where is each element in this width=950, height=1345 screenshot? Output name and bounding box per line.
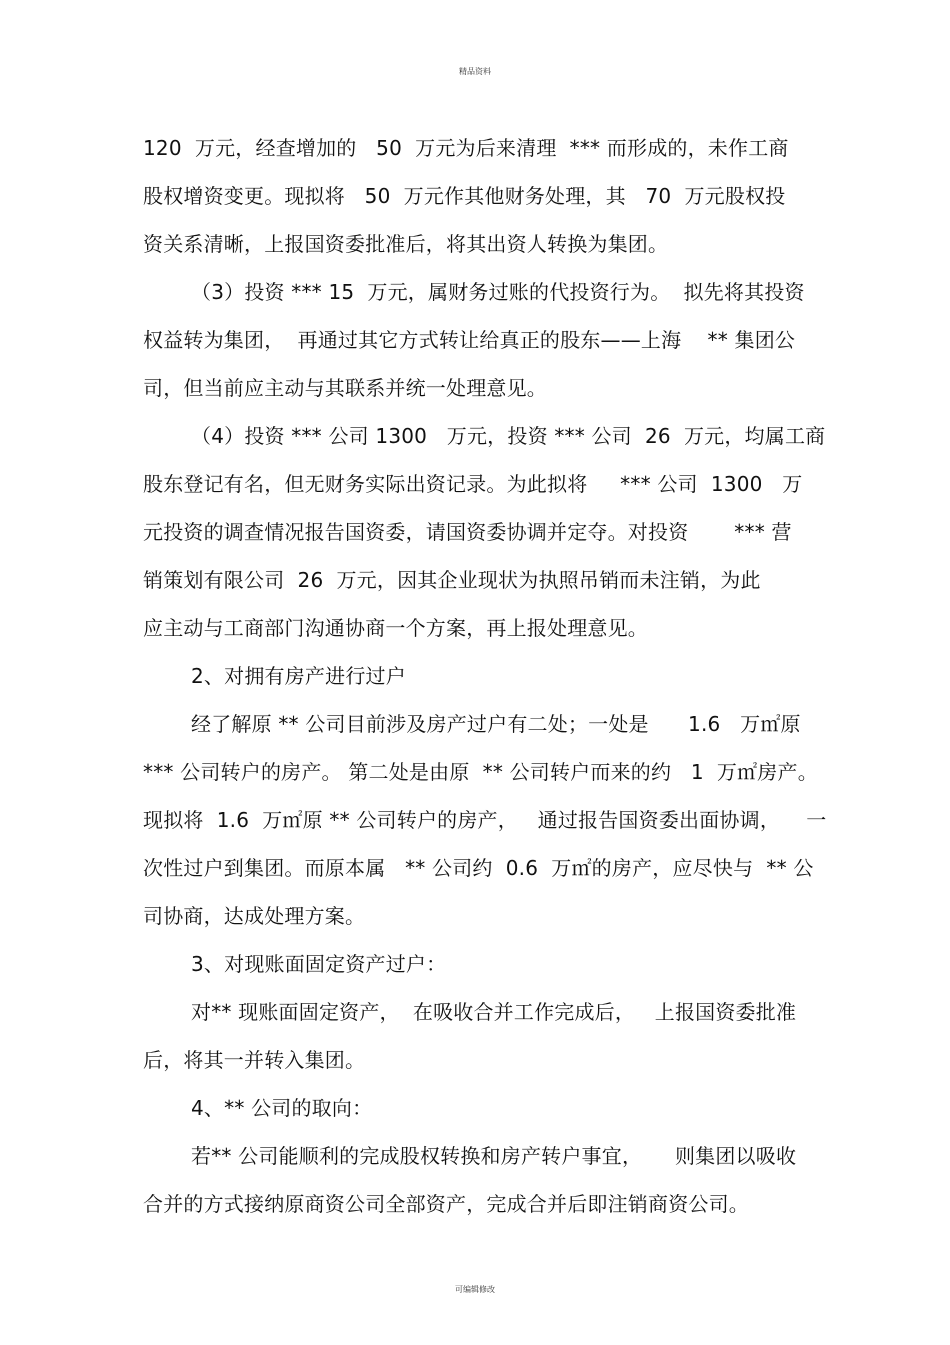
text-line: 对** 现账面固定资产， 在吸收合并工作完成后， 上报国资委批准 — [191, 1000, 797, 1024]
text-line: 120 万元，经查增加的 50 万元为后来清理 *** 而形成的，未作工商 — [143, 136, 789, 160]
text-line: 元投资的调查情况报告国资委，请国资委协调并定夺。对投资 *** 营 — [143, 520, 792, 544]
section-heading: 2、对拥有房产进行过户 — [191, 664, 406, 688]
text-line: （3）投资 *** 15 万元，属财务过账的代投资行为。 拟先将其投资 — [191, 280, 805, 304]
text-line: 经了解原 ** 公司目前涉及房产过户有二处；一处是 1.6 万㎡原 — [191, 712, 801, 736]
text-line: 股权增资变更。现拟将 50 万元作其他财务处理，其 70 万元股权投 — [143, 184, 786, 208]
text-line: *** 公司转户的房产。 第二处是由原 ** 公司转户而来的约 1 万㎡房产。 — [143, 760, 818, 784]
section-heading: 4、** 公司的取向： — [191, 1096, 373, 1120]
text-line: 现拟将 1.6 万㎡原 ** 公司转户的房产， 通过报告国资委出面协调， 一 — [143, 808, 827, 832]
text-line: 司，但当前应主动与其联系并统一处理意见。 — [143, 376, 547, 400]
text-line: 合并的方式接纳原商资公司全部资产，完成合并后即注销商资公司。 — [143, 1192, 749, 1216]
text-line: 权益转为集团， 再通过其它方式转让给真正的股东——上海 ** 集团公 — [143, 328, 796, 352]
text-line: 次性过户到集团。而原本属 ** 公司约 0.6 万㎡的房产，应尽快与 ** 公 — [143, 856, 814, 880]
footer-note: 可编辑修改 — [455, 1285, 495, 1294]
text-line: 资关系清晰，上报国资委批准后，将其出资人转换为集团。 — [143, 232, 669, 256]
text-line: 应主动与工商部门沟通协商一个方案，再上报处理意见。 — [143, 616, 648, 640]
text-line: 司协商，达成处理方案。 — [143, 904, 366, 928]
text-line: （4）投资 *** 公司 1300 万元，投资 *** 公司 26 万元，均属工商 — [191, 424, 826, 448]
text-line: 股东登记有名，但无财务实际出资记录。为此拟将 *** 公司 1300 万 — [143, 472, 803, 496]
text-line: 销策划有限公司 26 万元，因其企业现状为执照吊销而未注销，为此 — [143, 568, 761, 592]
section-heading: 3、对现账面固定资产过户： — [191, 952, 447, 976]
text-line: 后，将其一并转入集团。 — [143, 1048, 366, 1072]
header-note: 精品资料 — [459, 67, 491, 76]
text-line: 若** 公司能顺利的完成股权转换和房产转户事宜， 则集团以吸收 — [191, 1144, 797, 1168]
